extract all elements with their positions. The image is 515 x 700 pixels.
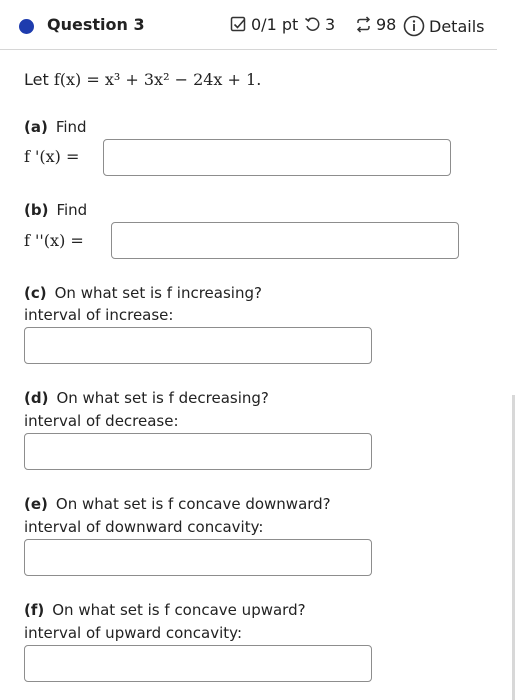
score-text: 0/1 pt [251,15,299,34]
concave-down-interval-input[interactable] [24,539,372,576]
part-a-prompt: Find [55,118,87,136]
question-header [0,0,497,50]
part-d-label [24,389,269,407]
function-definition: f(x) = x³ + 3x² − 24x + 1. [53,70,262,89]
details-button[interactable] [403,15,484,37]
part-c-sublabel: interval of increase: [24,306,174,324]
submissions-count: 98 [376,15,397,34]
problem-statement [24,70,261,89]
problem-intro: Let [24,70,49,89]
second-derivative-input[interactable] [111,222,459,259]
concave-up-interval-input[interactable] [24,645,372,682]
submissions-indicator [355,15,396,34]
part-a-label [24,118,87,136]
question-status-dot [19,19,34,34]
part-b-expression: f ''(x) = [24,231,84,250]
part-f-letter: (f) [24,601,45,619]
submissions-icon [355,16,372,33]
part-e-letter: (e) [24,495,48,513]
part-e-sublabel: interval of downward concavity: [24,518,264,536]
first-derivative-input[interactable] [103,139,451,176]
score-indicator [230,15,298,34]
part-d-letter: (d) [24,389,49,407]
part-b-label [24,201,87,219]
retry-icon [304,16,321,33]
part-f-label [24,601,306,619]
info-icon[interactable] [403,15,425,37]
checkbox-icon [230,16,247,33]
part-d-prompt: On what set is f decreasing? [56,389,269,407]
part-f-sublabel: interval of upward concavity: [24,624,242,642]
question-title: Question 3 [47,15,145,34]
part-a-expression: f '(x) = [24,147,80,166]
part-f-prompt: On what set is f concave upward? [52,601,306,619]
part-c-letter: (c) [24,284,47,302]
part-a-letter: (a) [24,118,48,136]
part-d-sublabel: interval of decrease: [24,412,179,430]
part-b-prompt: Find [56,201,88,219]
decreasing-interval-input[interactable] [24,433,372,470]
part-e-prompt: On what set is f concave downward? [55,495,331,513]
retry-indicator [304,15,335,34]
part-e-label [24,495,331,513]
increasing-interval-input[interactable] [24,327,372,364]
part-b-letter: (b) [24,201,49,219]
part-c-label [24,284,262,302]
details-label[interactable]: Details [429,16,485,36]
part-c-prompt: On what set is f increasing? [54,284,262,302]
retry-count: 3 [325,15,336,34]
